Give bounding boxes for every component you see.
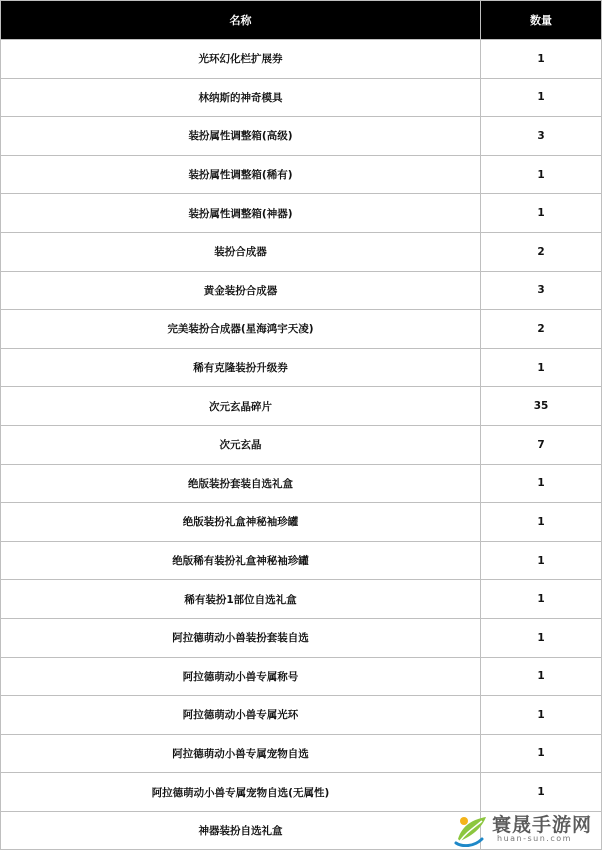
item-name-cell: 黄金装扮合成器 [1,271,481,310]
item-quantity-cell: 2 [481,310,602,349]
item-quantity-cell: 1 [481,464,602,503]
table-row [1,503,602,542]
item-name-cell: 绝版稀有装扮礼盒神秘袖珍罐 [1,541,481,580]
item-name-cell: 阿拉德萌动小兽专属光环 [1,696,481,735]
item-name-cell: 稀有装扮1部位自选礼盒 [1,580,481,619]
item-name-cell: 绝版装扮礼盒神秘袖珍罐 [1,503,481,542]
item-quantity-cell: 1 [481,580,602,619]
header-quantity: 数量 [481,1,602,40]
item-name-cell: 神器装扮自选礼盒 [1,811,481,850]
table-row [1,271,602,310]
item-quantity-cell: 3 [481,271,602,310]
item-quantity-cell: 1 [481,78,602,117]
item-name-cell: 装扮属性调整箱(稀有) [1,155,481,194]
item-quantity-cell: 1 [481,773,602,812]
table-row [1,387,602,426]
item-name-cell: 绝版装扮套装自选礼盒 [1,464,481,503]
table-row [1,580,602,619]
item-quantity-cell: 2 [481,232,602,271]
table-row [1,117,602,156]
item-quantity-cell: 1 [481,734,602,773]
table-row [1,310,602,349]
table-body [1,40,602,850]
table-row [1,773,602,812]
table-row [1,155,602,194]
item-quantity-cell: 7 [481,425,602,464]
table-header-row [1,1,602,40]
table-row [1,40,602,79]
table-row [1,657,602,696]
item-name-cell: 次元玄晶 [1,425,481,464]
item-quantity-cell: 1 [481,618,602,657]
item-name-cell: 阿拉德萌动小兽专属宠物自选(无属性) [1,773,481,812]
leaf-swirl-logo-icon [452,811,490,847]
table-row [1,464,602,503]
table-row [1,194,602,233]
item-quantity-cell: 1 [481,503,602,542]
table-row [1,696,602,735]
table-row [1,425,602,464]
item-quantity-cell: 1 [481,194,602,233]
table-row [1,232,602,271]
table-row [1,78,602,117]
table-row [1,541,602,580]
header-name: 名称 [1,1,481,40]
item-name-cell: 阿拉德萌动小兽专属称号 [1,657,481,696]
watermark-url: huan-sun.com [497,834,572,843]
item-name-cell: 次元玄晶碎片 [1,387,481,426]
item-name-cell: 阿拉德萌动小兽专属宠物自选 [1,734,481,773]
table-row [1,734,602,773]
item-name-cell: 装扮属性调整箱(神器) [1,194,481,233]
item-name-cell: 林纳斯的神奇模具 [1,78,481,117]
site-watermark [450,808,602,849]
item-quantity-cell: 1 [481,541,602,580]
item-quantity-cell: 1 [481,696,602,735]
item-quantity-cell: 1 [481,40,602,79]
item-quantity-cell: 35 [481,387,602,426]
item-name-cell: 阿拉德萌动小兽装扮套装自选 [1,618,481,657]
table-row [1,618,602,657]
watermark-brand: 寰晟手游网 [492,814,593,836]
item-name-cell: 完美装扮合成器(星海鸿宇天凌) [1,310,481,349]
item-quantity-cell: 1 [481,348,602,387]
item-name-cell: 光环幻化栏扩展券 [1,40,481,79]
item-name-cell: 稀有克隆装扮升级券 [1,348,481,387]
item-quantity-cell: 3 [481,117,602,156]
item-name-cell: 装扮合成器 [1,232,481,271]
item-name-cell: 装扮属性调整箱(高级) [1,117,481,156]
table-row [1,348,602,387]
item-quantity-cell: 1 [481,657,602,696]
item-quantity-cell: 1 [481,155,602,194]
